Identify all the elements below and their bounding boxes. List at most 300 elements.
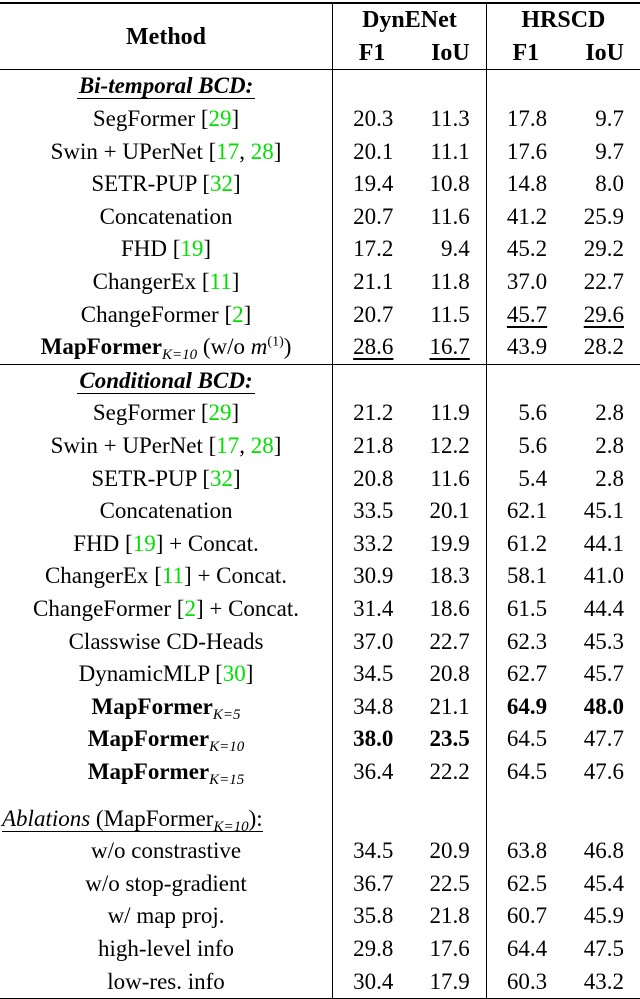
value-cell <box>409 835 486 868</box>
method-name: ChangeFormer <box>80 301 219 327</box>
value: 34.8 <box>353 693 394 719</box>
citation-link: 32 <box>210 465 234 491</box>
value: 10.8 <box>429 171 470 197</box>
table-row <box>0 430 640 463</box>
value: 2.8 <box>595 465 624 491</box>
citation-link: 28 <box>250 433 274 459</box>
value-cell <box>333 430 410 463</box>
table-row <box>0 658 640 691</box>
value: 16.7 <box>429 334 470 360</box>
value: 5.4 <box>518 465 548 491</box>
section-header-row <box>0 364 640 397</box>
value: 18.3 <box>429 563 470 589</box>
value-cell <box>333 867 410 900</box>
section-title: Bi-temporal BCD: <box>78 73 254 99</box>
table-row <box>0 266 640 299</box>
value-cell <box>563 103 640 136</box>
citation-link: 29 <box>208 400 232 426</box>
method-name: DynamicMLP <box>78 661 210 687</box>
value-cell <box>333 168 410 201</box>
method-suffix: + Concat. <box>191 563 288 589</box>
table-row <box>0 756 640 789</box>
value-cell <box>409 331 486 364</box>
method-name: Concatenation <box>99 498 233 524</box>
value-cell <box>486 430 563 463</box>
method-name: FHD <box>73 530 120 556</box>
value: 19.9 <box>429 530 470 556</box>
value: 17.8 <box>506 106 548 132</box>
value: 20.1 <box>429 498 470 524</box>
value-cell <box>333 658 410 691</box>
method-cell <box>0 625 333 658</box>
value-cell <box>563 495 640 528</box>
value: 44.1 <box>583 530 624 556</box>
method-suffix: + Concat. <box>203 595 299 621</box>
value: 22.7 <box>583 269 624 295</box>
value: 19.4 <box>353 171 394 197</box>
method-name: SegFormer <box>92 400 196 426</box>
value-cell <box>333 397 410 430</box>
value-cell <box>563 168 640 201</box>
value-cell <box>563 658 640 691</box>
citation-link: 11 <box>209 269 232 295</box>
value-cell <box>563 965 640 998</box>
table-row <box>0 867 640 900</box>
method-suffix: (w/o <box>197 334 251 360</box>
value-cell <box>333 298 410 331</box>
table-row <box>0 298 640 331</box>
method-subscript: K=10 <box>161 347 198 364</box>
value-cell <box>333 266 410 299</box>
value-cell <box>409 168 486 201</box>
value: 29.2 <box>583 236 624 262</box>
value: 58.1 <box>506 563 548 589</box>
metric-header: F1 <box>486 37 563 70</box>
method-cell <box>0 835 333 868</box>
value-cell <box>486 560 563 593</box>
value: 11.5 <box>430 301 470 327</box>
table-row <box>0 593 640 626</box>
method-cell: Swin + UPerNet [17, 28] <box>50 433 282 459</box>
value-cell <box>409 690 486 723</box>
value: 17.9 <box>429 968 470 994</box>
value-cell <box>563 690 640 723</box>
method-name: MapFormer <box>87 758 210 784</box>
table-row <box>0 233 640 266</box>
method-cell: ChangerEx [11] + Concat. <box>44 563 288 589</box>
value-cell <box>563 835 640 868</box>
value: 48.0 <box>583 693 624 719</box>
value-cell <box>563 900 640 933</box>
value: 21.8 <box>429 903 470 929</box>
value-cell <box>333 593 410 626</box>
value: 30.9 <box>353 563 394 589</box>
method-subscript: K=15 <box>209 771 245 788</box>
method-header: Method <box>0 3 333 70</box>
empty-cell <box>563 70 640 103</box>
method-cell <box>0 933 333 966</box>
method-cell: ChangeFormer [2] <box>80 301 252 327</box>
value: 17.2 <box>353 236 394 262</box>
value: 62.1 <box>506 498 548 524</box>
table-row <box>0 103 640 136</box>
citation-link: 2 <box>184 595 196 621</box>
value-cell <box>563 723 640 756</box>
method-cell: Swin + UPerNet [17, 28] <box>50 138 282 164</box>
citation-link: 30 <box>222 661 246 687</box>
method-name: SETR-PUP <box>91 465 197 491</box>
method-name: MapFormer <box>87 726 210 752</box>
empty-cell <box>486 364 563 397</box>
value: 41.0 <box>583 563 624 589</box>
value-cell <box>333 723 410 756</box>
empty-cell <box>409 70 486 103</box>
value-cell <box>486 331 563 364</box>
value-cell <box>563 298 640 331</box>
method-cell: FHD [19] <box>120 236 212 262</box>
value-cell <box>409 867 486 900</box>
math-symbol: m <box>250 334 268 360</box>
spacer <box>333 788 410 802</box>
value-cell <box>563 625 640 658</box>
section-title-close: ): <box>248 805 263 831</box>
method-name: MapFormer <box>91 693 213 719</box>
value-cell <box>409 103 486 136</box>
value: 43.2 <box>583 968 624 994</box>
table-row <box>0 135 640 168</box>
value-cell <box>563 233 640 266</box>
method-cell <box>0 900 333 933</box>
value-cell <box>486 933 563 966</box>
value: 20.1 <box>353 138 394 164</box>
value: 18.6 <box>429 595 470 621</box>
value: 60.3 <box>506 968 548 994</box>
value: 11.3 <box>430 106 470 132</box>
value-cell <box>486 298 563 331</box>
value-cell <box>486 495 563 528</box>
method-name: Concatenation <box>99 203 233 229</box>
value-cell <box>409 723 486 756</box>
hrscd-header: HRSCD <box>486 3 640 37</box>
method-subscript: K=10 <box>209 739 245 756</box>
value: 34.5 <box>353 838 394 864</box>
value-cell <box>409 233 486 266</box>
value: 45.1 <box>583 498 624 524</box>
method-name: Classwise CD-Heads <box>68 628 264 654</box>
table-row <box>0 965 640 998</box>
value-cell <box>486 965 563 998</box>
method-subscript: K=5 <box>212 706 241 723</box>
value: 5.6 <box>518 433 548 459</box>
value-cell <box>409 201 486 234</box>
value: 21.1 <box>429 693 470 719</box>
value: 11.6 <box>430 203 470 229</box>
method-cell: SegFormer [29] <box>92 106 240 132</box>
results-table <box>0 2 640 999</box>
value-cell <box>409 658 486 691</box>
value-cell <box>333 103 410 136</box>
value-cell <box>486 528 563 561</box>
value: 20.7 <box>353 301 394 327</box>
value-cell <box>486 266 563 299</box>
value-cell <box>333 331 410 364</box>
table-row <box>0 900 640 933</box>
value-cell <box>333 690 410 723</box>
section-header-row <box>0 70 640 103</box>
value: 47.5 <box>583 935 624 961</box>
value-cell <box>333 528 410 561</box>
value-cell <box>333 835 410 868</box>
method-name: high-level info <box>98 935 235 961</box>
value-cell <box>409 965 486 998</box>
table-row <box>0 462 640 495</box>
metric-header: IoU <box>431 39 470 66</box>
table-row <box>0 168 640 201</box>
value-cell <box>409 528 486 561</box>
table-body <box>0 70 640 999</box>
value-cell <box>563 593 640 626</box>
spacer <box>486 788 563 802</box>
value: 33.5 <box>353 498 394 524</box>
value-cell <box>486 233 563 266</box>
value: 20.8 <box>429 661 470 687</box>
value: 44.4 <box>583 595 624 621</box>
table-row <box>0 723 640 756</box>
section-title-cell <box>0 364 333 397</box>
value-cell <box>333 233 410 266</box>
value-cell <box>409 900 486 933</box>
value: 11.1 <box>430 138 470 164</box>
citation-link: 19 <box>132 530 156 556</box>
method-name: low-res. info <box>107 968 225 994</box>
method-cell <box>0 690 333 723</box>
value-cell <box>409 298 486 331</box>
value: 64.5 <box>506 726 548 752</box>
value: 33.2 <box>353 530 394 556</box>
value-cell <box>563 201 640 234</box>
value: 60.7 <box>506 903 548 929</box>
value: 45.7 <box>506 301 548 327</box>
value: 11.8 <box>430 269 470 295</box>
method-cell <box>0 965 333 998</box>
value: 9.4 <box>441 236 470 262</box>
table-row <box>0 201 640 234</box>
value-cell <box>486 103 563 136</box>
value-cell <box>563 266 640 299</box>
value-cell <box>563 933 640 966</box>
value: 9.7 <box>595 138 624 164</box>
method-name: w/o stop-gradient <box>85 870 247 896</box>
method-name: FHD <box>120 236 167 262</box>
value: 43.9 <box>506 334 548 360</box>
value: 38.0 <box>353 726 394 752</box>
value: 36.7 <box>353 870 394 896</box>
citation-link: 19 <box>180 236 204 262</box>
empty-cell <box>333 70 410 103</box>
empty-cell <box>563 802 640 835</box>
citation-link: 17 <box>216 138 240 164</box>
value: 64.9 <box>506 693 548 719</box>
value: 29.6 <box>583 301 624 327</box>
value: 28.6 <box>353 334 394 360</box>
value-cell <box>486 723 563 756</box>
value-cell <box>563 528 640 561</box>
method-name: w/ map proj. <box>107 903 225 929</box>
value: 63.8 <box>506 838 548 864</box>
spacer <box>563 788 640 802</box>
value: 25.9 <box>583 203 624 229</box>
value-cell <box>486 835 563 868</box>
value: 62.7 <box>506 661 548 687</box>
value-cell <box>409 625 486 658</box>
method-cell: SETR-PUP [32] <box>91 171 241 197</box>
value-cell <box>486 135 563 168</box>
citation-link: 28 <box>250 138 274 164</box>
method-cell <box>0 495 333 528</box>
value: 22.5 <box>429 870 470 896</box>
method-cell: ChangerEx [11] <box>92 269 240 295</box>
empty-cell <box>333 364 410 397</box>
citation-link: 29 <box>208 106 232 132</box>
value: 64.4 <box>506 935 548 961</box>
section-title-cell <box>0 802 333 835</box>
math-superscript: (1) <box>267 334 284 350</box>
value-cell <box>333 933 410 966</box>
value-cell <box>409 756 486 789</box>
section-title <box>2 805 263 835</box>
method-cell: SegFormer [29] <box>92 400 240 426</box>
value-cell <box>409 495 486 528</box>
value: 17.6 <box>506 138 548 164</box>
value-cell <box>563 462 640 495</box>
section-title: Conditional BCD: <box>79 367 253 393</box>
table-row <box>0 495 640 528</box>
section-title-italic: Ablations <box>2 805 91 831</box>
table-row <box>0 331 640 364</box>
spacer <box>409 788 486 802</box>
dynenet-header: DynENet <box>333 3 487 37</box>
value: 47.6 <box>583 758 624 784</box>
table-row <box>0 397 640 430</box>
empty-cell <box>486 70 563 103</box>
value: 46.8 <box>583 838 624 864</box>
value: 62.5 <box>506 870 548 896</box>
value-cell <box>486 900 563 933</box>
empty-cell <box>409 802 486 835</box>
value: 29.8 <box>353 935 394 961</box>
table-row <box>0 625 640 658</box>
metric-header: IoU <box>585 39 624 66</box>
value: 37.0 <box>506 269 548 295</box>
value: 64.5 <box>506 758 548 784</box>
value: 45.4 <box>583 870 624 896</box>
method-cell: DynamicMLP [30] <box>78 661 254 687</box>
value: 62.3 <box>506 628 548 654</box>
value-cell <box>409 593 486 626</box>
value-cell <box>563 560 640 593</box>
value-cell <box>333 900 410 933</box>
value-cell <box>486 756 563 789</box>
value: 45.2 <box>506 236 548 262</box>
value: 20.9 <box>429 838 470 864</box>
value-cell <box>486 462 563 495</box>
metric-header: F1 <box>333 37 410 70</box>
value-cell <box>409 933 486 966</box>
method-name: SegFormer <box>92 106 196 132</box>
table-row <box>0 560 640 593</box>
empty-cell <box>409 364 486 397</box>
value-cell <box>486 593 563 626</box>
method-name: ChangerEx <box>92 269 197 295</box>
value: 31.4 <box>353 595 394 621</box>
empty-cell <box>563 364 640 397</box>
value-cell <box>563 430 640 463</box>
value-cell <box>333 560 410 593</box>
table-row <box>0 690 640 723</box>
value: 11.6 <box>430 465 470 491</box>
value: 20.7 <box>353 203 394 229</box>
value: 5.6 <box>518 400 548 426</box>
value-cell <box>333 462 410 495</box>
value-cell <box>486 658 563 691</box>
table-row <box>0 933 640 966</box>
value-cell <box>563 135 640 168</box>
value: 17.6 <box>429 935 470 961</box>
value: 61.5 <box>506 595 548 621</box>
method-cell <box>0 201 333 234</box>
method-cell <box>0 723 333 756</box>
value: 28.2 <box>583 334 624 360</box>
value: 8.0 <box>595 171 624 197</box>
method-name: ChangeFormer <box>33 595 172 621</box>
value-cell <box>333 625 410 658</box>
value-cell <box>486 201 563 234</box>
table-row <box>0 528 640 561</box>
value-cell <box>409 397 486 430</box>
value: 34.5 <box>353 661 394 687</box>
section-title-sub: K=10 <box>213 818 249 835</box>
method-name: SETR-PUP <box>91 171 197 197</box>
value: 21.2 <box>353 400 394 426</box>
section-title-cell <box>0 70 333 103</box>
value-cell <box>409 266 486 299</box>
value: 9.7 <box>595 106 624 132</box>
value: 23.5 <box>429 726 470 752</box>
value: 20.3 <box>353 106 394 132</box>
value-cell <box>486 168 563 201</box>
value: 36.4 <box>353 758 394 784</box>
value-cell <box>409 560 486 593</box>
method-name: ChangerEx <box>44 563 149 589</box>
citation-link: 32 <box>210 171 234 197</box>
value-cell <box>333 495 410 528</box>
method-close: ) <box>283 334 292 360</box>
value: 2.8 <box>595 400 624 426</box>
method-name: MapFormer <box>40 334 162 360</box>
method-name: w/o constrastive <box>90 838 242 864</box>
empty-cell <box>486 802 563 835</box>
value-cell <box>563 397 640 430</box>
method-cell <box>0 331 333 364</box>
value: 61.2 <box>506 530 548 556</box>
value-cell <box>486 867 563 900</box>
method-cell <box>0 756 333 789</box>
method-cell: ChangeFormer [2] + Concat. <box>33 595 299 621</box>
section-title-post: (MapFormer <box>90 805 214 831</box>
value-cell <box>563 331 640 364</box>
value: 20.8 <box>353 465 394 491</box>
value: 35.8 <box>353 903 394 929</box>
